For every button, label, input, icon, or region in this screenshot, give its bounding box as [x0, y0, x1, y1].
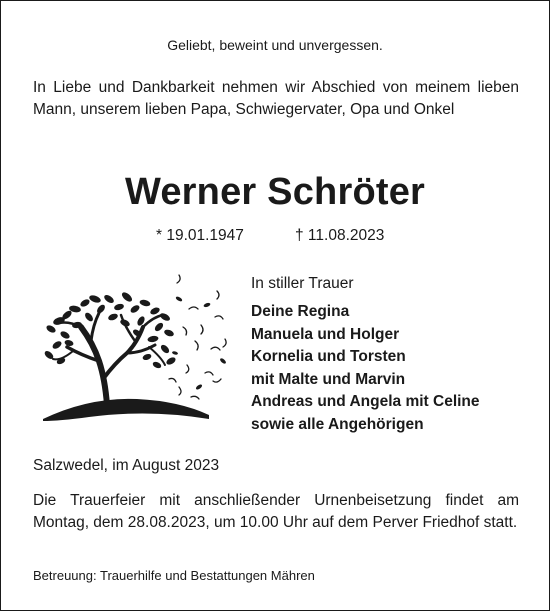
ceremony-info: Die Trauerfeier mit anschließender Urnenbeisetzung findet am Montag, dem 28.08.2023, um 10.00 Uhr auf dem Perver Friedhof statt. — [33, 492, 519, 531]
mourning-label: In stiller Trauer — [251, 275, 354, 292]
mourners-list — [251, 301, 480, 437]
place-date: Salzwedel, im August 2023 — [33, 457, 220, 474]
mourner-item: mit Malte und Marvin — [251, 370, 406, 388]
mourner-item: Kornelia und Torsten — [251, 348, 406, 366]
mourner-item: Deine Regina — [251, 303, 350, 320]
death-date: † 11.08.2023 — [295, 227, 385, 244]
intro-text: In Liebe und Dankbarkeit nehmen wir Abschied von meinem lieben Mann, unserem lieben Papa, Schwiegervater, Opa und Onkel — [33, 79, 519, 118]
mourner-item: sowie alle Angehörigen — [251, 415, 424, 433]
windblown-tree-icon — [29, 269, 234, 431]
mourner-item: Andreas und Angela mit Celine — [251, 393, 480, 411]
deceased-name: Werner Schröter — [124, 171, 426, 213]
motto: Geliebt, beweint und unvergessen. — [167, 37, 383, 53]
birth-date: * 19.01.1947 — [156, 227, 244, 244]
funeral-home-credit: Betreuung: Trauerhilfe und Bestattungen Mähren — [33, 568, 315, 583]
mourner-item: Manuela und Holger — [251, 325, 400, 343]
